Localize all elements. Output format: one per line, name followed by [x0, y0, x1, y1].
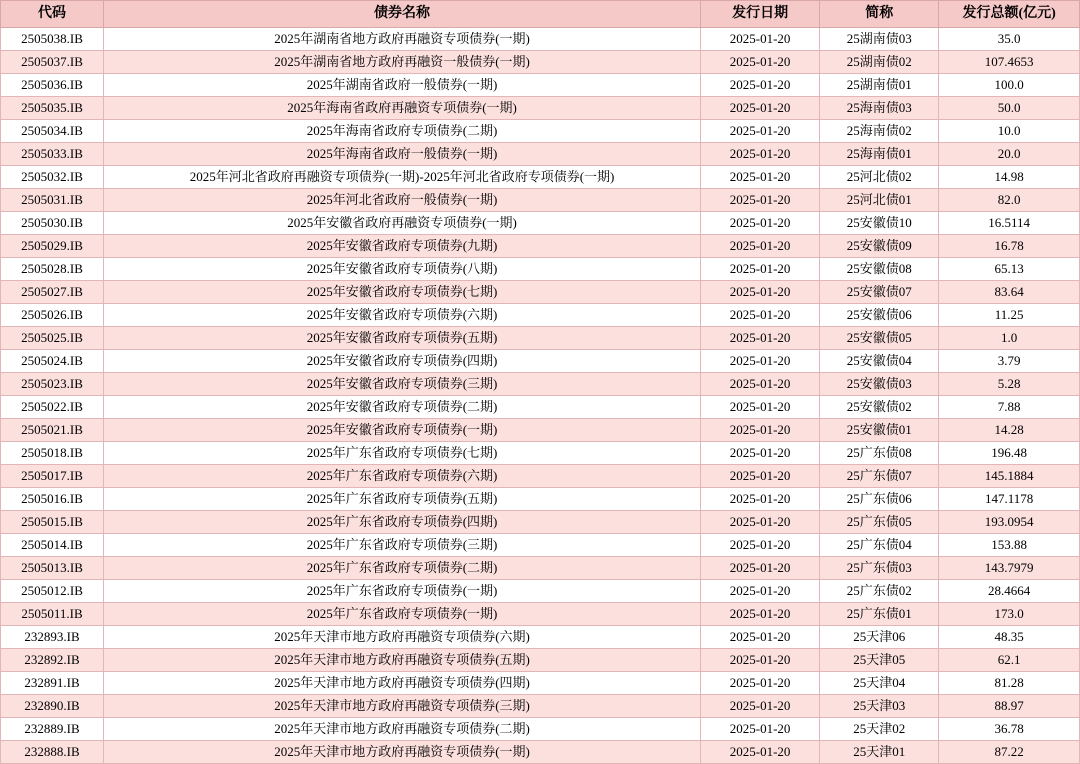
cell-bond-name: 2025年广东省政府专项债券(一期) — [104, 603, 701, 626]
cell-bond-name: 2025年安徽省政府专项债券(四期) — [104, 350, 701, 373]
column-header-bond-name: 债券名称 — [104, 1, 701, 28]
cell-bond-name: 2025年安徽省政府专项债券(九期) — [104, 235, 701, 258]
cell-short-name: 25海南债03 — [820, 97, 939, 120]
cell-bond-name: 2025年广东省政府专项债券(七期) — [104, 442, 701, 465]
cell-issue-date: 2025-01-20 — [701, 396, 820, 419]
cell-code: 2505012.IB — [1, 580, 104, 603]
cell-code: 2505032.IB — [1, 166, 104, 189]
table-row — [1, 695, 1080, 718]
table-row — [1, 465, 1080, 488]
cell-short-name: 25广东债07 — [820, 465, 939, 488]
cell-code: 2505031.IB — [1, 189, 104, 212]
table-row — [1, 281, 1080, 304]
cell-bond-name: 2025年天津市地方政府再融资专项债券(二期) — [104, 718, 701, 741]
cell-issue-date: 2025-01-20 — [701, 235, 820, 258]
cell-short-name: 25广东债01 — [820, 603, 939, 626]
cell-issue-date: 2025-01-20 — [701, 28, 820, 51]
cell-code: 2505016.IB — [1, 488, 104, 511]
cell-total-amount: 5.28 — [939, 373, 1080, 396]
cell-short-name: 25安徽债05 — [820, 327, 939, 350]
cell-total-amount: 143.7979 — [939, 557, 1080, 580]
table-row — [1, 120, 1080, 143]
cell-short-name: 25湖南债02 — [820, 51, 939, 74]
cell-issue-date: 2025-01-20 — [701, 327, 820, 350]
cell-short-name: 25天津02 — [820, 718, 939, 741]
cell-bond-name: 2025年广东省政府专项债券(二期) — [104, 557, 701, 580]
cell-issue-date: 2025-01-20 — [701, 465, 820, 488]
table-row — [1, 649, 1080, 672]
cell-total-amount: 11.25 — [939, 304, 1080, 327]
table-row — [1, 258, 1080, 281]
cell-total-amount: 50.0 — [939, 97, 1080, 120]
cell-short-name: 25天津01 — [820, 741, 939, 764]
cell-code: 232893.IB — [1, 626, 104, 649]
cell-code: 2505035.IB — [1, 97, 104, 120]
cell-short-name: 25安徽债01 — [820, 419, 939, 442]
cell-bond-name: 2025年安徽省政府专项债券(二期) — [104, 396, 701, 419]
cell-total-amount: 82.0 — [939, 189, 1080, 212]
cell-code: 2505023.IB — [1, 373, 104, 396]
cell-short-name: 25安徽债06 — [820, 304, 939, 327]
table-row — [1, 74, 1080, 97]
cell-code: 2505038.IB — [1, 28, 104, 51]
cell-total-amount: 62.1 — [939, 649, 1080, 672]
cell-short-name: 25安徽债10 — [820, 212, 939, 235]
table-row — [1, 28, 1080, 51]
table-row — [1, 143, 1080, 166]
table-row — [1, 373, 1080, 396]
cell-total-amount: 173.0 — [939, 603, 1080, 626]
cell-short-name: 25河北债01 — [820, 189, 939, 212]
cell-bond-name: 2025年安徽省政府专项债券(三期) — [104, 373, 701, 396]
cell-bond-name: 2025年天津市地方政府再融资专项债券(六期) — [104, 626, 701, 649]
cell-code: 2505036.IB — [1, 74, 104, 97]
table-row — [1, 166, 1080, 189]
cell-issue-date: 2025-01-20 — [701, 718, 820, 741]
table-row — [1, 212, 1080, 235]
column-header-issue-date: 发行日期 — [701, 1, 820, 28]
cell-bond-name: 2025年广东省政府专项债券(三期) — [104, 534, 701, 557]
cell-code: 2505037.IB — [1, 51, 104, 74]
cell-total-amount: 107.4653 — [939, 51, 1080, 74]
cell-code: 2505017.IB — [1, 465, 104, 488]
cell-issue-date: 2025-01-20 — [701, 373, 820, 396]
cell-issue-date: 2025-01-20 — [701, 166, 820, 189]
cell-code: 2505014.IB — [1, 534, 104, 557]
table-row — [1, 350, 1080, 373]
table-row — [1, 718, 1080, 741]
table-row — [1, 189, 1080, 212]
cell-total-amount: 83.64 — [939, 281, 1080, 304]
table-row — [1, 97, 1080, 120]
cell-issue-date: 2025-01-20 — [701, 557, 820, 580]
cell-issue-date: 2025-01-20 — [701, 626, 820, 649]
cell-issue-date: 2025-01-20 — [701, 51, 820, 74]
table-row — [1, 603, 1080, 626]
cell-short-name: 25广东债03 — [820, 557, 939, 580]
cell-issue-date: 2025-01-20 — [701, 534, 820, 557]
cell-short-name: 25广东债06 — [820, 488, 939, 511]
table-row — [1, 511, 1080, 534]
cell-short-name: 25安徽债07 — [820, 281, 939, 304]
cell-code: 2505021.IB — [1, 419, 104, 442]
table-row — [1, 741, 1080, 764]
cell-code: 232891.IB — [1, 672, 104, 695]
cell-bond-name: 2025年安徽省政府专项债券(八期) — [104, 258, 701, 281]
cell-total-amount: 87.22 — [939, 741, 1080, 764]
cell-issue-date: 2025-01-20 — [701, 281, 820, 304]
cell-total-amount: 147.1178 — [939, 488, 1080, 511]
cell-code: 2505034.IB — [1, 120, 104, 143]
cell-short-name: 25安徽债02 — [820, 396, 939, 419]
cell-bond-name: 2025年广东省政府专项债券(一期) — [104, 580, 701, 603]
cell-short-name: 25海南债01 — [820, 143, 939, 166]
table-row — [1, 235, 1080, 258]
cell-issue-date: 2025-01-20 — [701, 304, 820, 327]
cell-issue-date: 2025-01-20 — [701, 419, 820, 442]
cell-code: 232892.IB — [1, 649, 104, 672]
cell-bond-name: 2025年安徽省政府专项债券(六期) — [104, 304, 701, 327]
cell-issue-date: 2025-01-20 — [701, 97, 820, 120]
column-header-total-amount: 发行总额(亿元) — [939, 1, 1080, 28]
cell-code: 2505033.IB — [1, 143, 104, 166]
table-header — [1, 1, 1080, 28]
table-row — [1, 580, 1080, 603]
cell-total-amount: 1.0 — [939, 327, 1080, 350]
table-body — [1, 28, 1080, 764]
cell-short-name: 25广东债05 — [820, 511, 939, 534]
column-header-short-name: 简称 — [820, 1, 939, 28]
cell-code: 2505011.IB — [1, 603, 104, 626]
cell-code: 2505027.IB — [1, 281, 104, 304]
cell-code: 232890.IB — [1, 695, 104, 718]
cell-total-amount: 193.0954 — [939, 511, 1080, 534]
cell-total-amount: 10.0 — [939, 120, 1080, 143]
cell-bond-name: 2025年安徽省政府专项债券(七期) — [104, 281, 701, 304]
table-row — [1, 557, 1080, 580]
cell-short-name: 25广东债04 — [820, 534, 939, 557]
table-row — [1, 534, 1080, 557]
cell-bond-name: 2025年天津市地方政府再融资专项债券(三期) — [104, 695, 701, 718]
table-row — [1, 488, 1080, 511]
cell-issue-date: 2025-01-20 — [701, 511, 820, 534]
cell-code: 2505022.IB — [1, 396, 104, 419]
cell-bond-name: 2025年河北省政府一般债券(一期) — [104, 189, 701, 212]
cell-total-amount: 48.35 — [939, 626, 1080, 649]
cell-short-name: 25天津03 — [820, 695, 939, 718]
cell-total-amount: 35.0 — [939, 28, 1080, 51]
cell-total-amount: 196.48 — [939, 442, 1080, 465]
cell-total-amount: 7.88 — [939, 396, 1080, 419]
cell-short-name: 25天津05 — [820, 649, 939, 672]
cell-issue-date: 2025-01-20 — [701, 143, 820, 166]
cell-code: 2505028.IB — [1, 258, 104, 281]
cell-issue-date: 2025-01-20 — [701, 603, 820, 626]
table-row — [1, 304, 1080, 327]
cell-code: 2505013.IB — [1, 557, 104, 580]
cell-short-name: 25安徽债08 — [820, 258, 939, 281]
cell-issue-date: 2025-01-20 — [701, 488, 820, 511]
cell-issue-date: 2025-01-20 — [701, 189, 820, 212]
table-row — [1, 51, 1080, 74]
cell-issue-date: 2025-01-20 — [701, 695, 820, 718]
cell-issue-date: 2025-01-20 — [701, 74, 820, 97]
cell-code: 2505018.IB — [1, 442, 104, 465]
cell-code: 2505015.IB — [1, 511, 104, 534]
cell-short-name: 25天津06 — [820, 626, 939, 649]
cell-bond-name: 2025年天津市地方政府再融资专项债券(五期) — [104, 649, 701, 672]
cell-total-amount: 14.28 — [939, 419, 1080, 442]
cell-total-amount: 20.0 — [939, 143, 1080, 166]
cell-short-name: 25安徽债04 — [820, 350, 939, 373]
cell-issue-date: 2025-01-20 — [701, 120, 820, 143]
cell-bond-name: 2025年海南省政府再融资专项债券(一期) — [104, 97, 701, 120]
cell-bond-name: 2025年广东省政府专项债券(五期) — [104, 488, 701, 511]
cell-bond-name: 2025年安徽省政府再融资专项债券(一期) — [104, 212, 701, 235]
cell-total-amount: 14.98 — [939, 166, 1080, 189]
cell-issue-date: 2025-01-20 — [701, 672, 820, 695]
cell-total-amount: 36.78 — [939, 718, 1080, 741]
cell-code: 2505025.IB — [1, 327, 104, 350]
cell-total-amount: 88.97 — [939, 695, 1080, 718]
cell-issue-date: 2025-01-20 — [701, 442, 820, 465]
table-row — [1, 626, 1080, 649]
cell-issue-date: 2025-01-20 — [701, 350, 820, 373]
cell-issue-date: 2025-01-20 — [701, 212, 820, 235]
cell-code: 2505026.IB — [1, 304, 104, 327]
cell-bond-name: 2025年海南省政府专项债券(二期) — [104, 120, 701, 143]
cell-code: 232888.IB — [1, 741, 104, 764]
cell-bond-name: 2025年湖南省政府一般债券(一期) — [104, 74, 701, 97]
cell-issue-date: 2025-01-20 — [701, 741, 820, 764]
cell-issue-date: 2025-01-20 — [701, 649, 820, 672]
cell-short-name: 25广东债08 — [820, 442, 939, 465]
cell-short-name: 25海南债02 — [820, 120, 939, 143]
cell-total-amount: 153.88 — [939, 534, 1080, 557]
column-header-code: 代码 — [1, 1, 104, 28]
cell-short-name: 25广东债02 — [820, 580, 939, 603]
cell-bond-name: 2025年广东省政府专项债券(四期) — [104, 511, 701, 534]
table-header-row — [1, 1, 1080, 28]
cell-bond-name: 2025年天津市地方政府再融资专项债券(一期) — [104, 741, 701, 764]
cell-total-amount: 65.13 — [939, 258, 1080, 281]
cell-bond-name: 2025年广东省政府专项债券(六期) — [104, 465, 701, 488]
cell-bond-name: 2025年河北省政府再融资专项债券(一期)-2025年河北省政府专项债券(一期) — [104, 166, 701, 189]
cell-code: 2505029.IB — [1, 235, 104, 258]
table-row — [1, 672, 1080, 695]
cell-code: 2505030.IB — [1, 212, 104, 235]
cell-issue-date: 2025-01-20 — [701, 258, 820, 281]
cell-total-amount: 145.1884 — [939, 465, 1080, 488]
cell-bond-name: 2025年天津市地方政府再融资专项债券(四期) — [104, 672, 701, 695]
cell-issue-date: 2025-01-20 — [701, 580, 820, 603]
cell-code: 232889.IB — [1, 718, 104, 741]
cell-short-name: 25安徽债03 — [820, 373, 939, 396]
cell-total-amount: 16.5114 — [939, 212, 1080, 235]
cell-total-amount: 100.0 — [939, 74, 1080, 97]
cell-short-name: 25安徽债09 — [820, 235, 939, 258]
cell-short-name: 25湖南债01 — [820, 74, 939, 97]
cell-short-name: 25河北债02 — [820, 166, 939, 189]
table-row — [1, 419, 1080, 442]
cell-code: 2505024.IB — [1, 350, 104, 373]
table-row — [1, 327, 1080, 350]
cell-bond-name: 2025年湖南省地方政府再融资专项债券(一期) — [104, 28, 701, 51]
cell-bond-name: 2025年安徽省政府专项债券(五期) — [104, 327, 701, 350]
cell-total-amount: 3.79 — [939, 350, 1080, 373]
cell-short-name: 25天津04 — [820, 672, 939, 695]
table-row — [1, 442, 1080, 465]
cell-total-amount: 81.28 — [939, 672, 1080, 695]
cell-short-name: 25湖南债03 — [820, 28, 939, 51]
cell-bond-name: 2025年湖南省地方政府再融资一般债券(一期) — [104, 51, 701, 74]
cell-total-amount: 16.78 — [939, 235, 1080, 258]
cell-bond-name: 2025年海南省政府一般债券(一期) — [104, 143, 701, 166]
table-row — [1, 396, 1080, 419]
cell-bond-name: 2025年安徽省政府专项债券(一期) — [104, 419, 701, 442]
cell-total-amount: 28.4664 — [939, 580, 1080, 603]
